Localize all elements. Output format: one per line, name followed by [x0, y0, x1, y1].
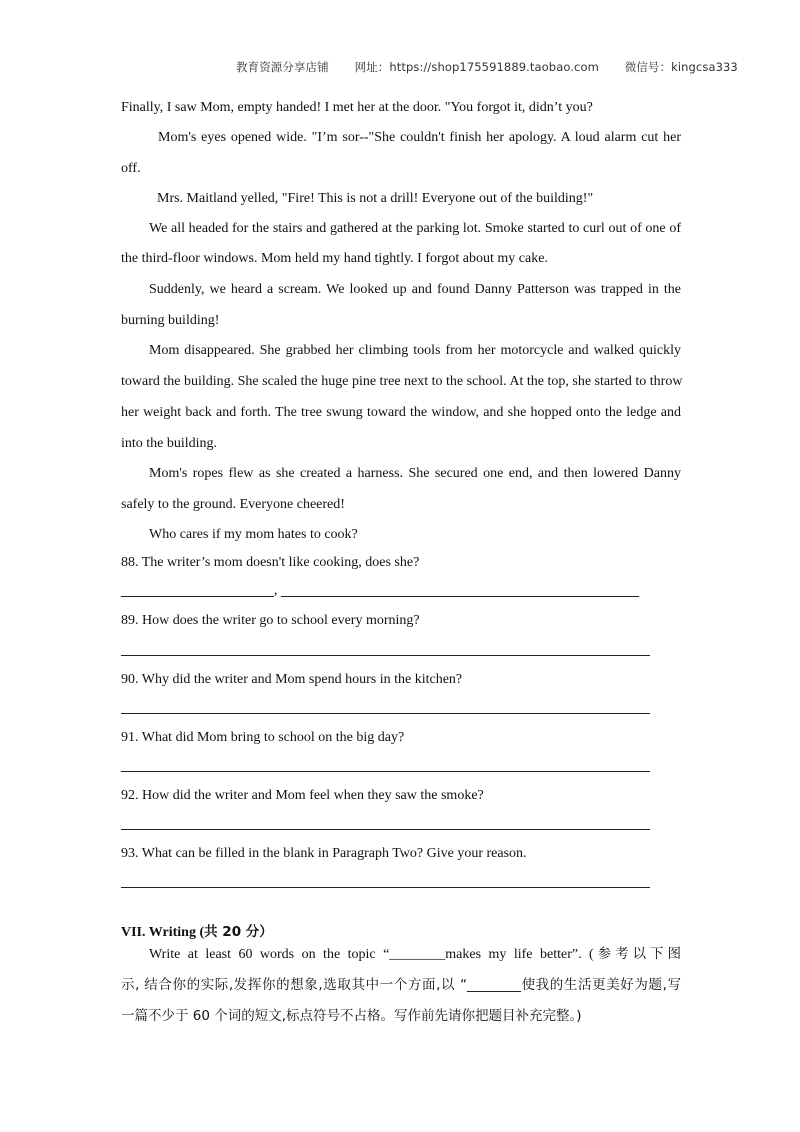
story-line: Suddenly, we heard a scream. We looked up and found Danny Patterson was trapped in the	[149, 282, 681, 297]
writing-line-1-cn: 参考以下图	[593, 946, 682, 962]
page-header	[236, 59, 738, 75]
story-line: burning building!	[121, 313, 220, 328]
story-line: Who cares if my mom hates to cook?	[149, 527, 358, 542]
header-url: 网址：https://shop175591889.taobao.com	[354, 60, 599, 74]
question-93: 93. What can be filled in the blank in Paragraph Two? Give your reason.	[121, 846, 527, 861]
answer-line-88a[interactable]	[121, 596, 274, 597]
story-line: toward the building. She scaled the huge pine tree next to the school. At the top, she started to throw	[121, 374, 683, 389]
question-89: 89. How does the writer go to school every morning?	[121, 613, 420, 628]
story-line: Mrs. Maitland yelled, "Fire! This is not a drill! Everyone out of the building!"	[157, 191, 594, 206]
answer-line-91[interactable]	[121, 771, 650, 772]
story-line: off.	[121, 161, 141, 176]
question-90: 90. Why did the writer and Mom spend hours in the kitchen?	[121, 672, 463, 687]
header-shop: 教育资源分享店铺	[236, 60, 329, 74]
writing-heading	[121, 923, 681, 942]
story-line: Mom disappeared. She grabbed her climbing tools from her motorcycle and walked quickly	[149, 343, 681, 358]
header-wechat: 微信号：kingcsa333	[624, 60, 738, 74]
writing-heading-en: VII. Writing (	[121, 925, 205, 940]
writing-heading-cn: 共 20 分）	[204, 924, 273, 940]
writing-line-1	[149, 945, 681, 964]
story-line: Mom's eyes opened wide. "I’m sor--"She couldn't finish her apology. A loud alarm cut her	[158, 130, 681, 145]
writing-line-2: 示, 结合你的实际,发挥你的想象,选取其中一个方面,以 “________使我的生活更美好为题,写	[121, 977, 681, 993]
story-line: We all headed for the stairs and gathered at the parking lot. Smoke started to curl out of one of	[149, 221, 681, 236]
question-92: 92. How did the writer and Mom feel when they saw the smoke?	[121, 788, 484, 803]
story-line: the third-floor windows. Mom held my hand tightly. I forgot about my cake.	[121, 251, 548, 266]
story-line: Finally, I saw Mom, empty handed! I met her at the door. "You forgot it, didn’t you?	[121, 100, 593, 115]
writing-line-3: 一篇不少于 60 个词的短文,标点符号不占格。写作前先请你把题目补充完整。)	[121, 1008, 582, 1024]
question-91: 91. What did Mom bring to school on the big day?	[121, 730, 405, 745]
story-line: her weight back and forth. The tree swung toward the window, and she hopped onto the ledge and	[121, 405, 681, 420]
answer-line-90[interactable]	[121, 713, 650, 714]
answer-line-92[interactable]	[121, 829, 650, 830]
answer-line-93[interactable]	[121, 887, 650, 888]
story-line: into the building.	[121, 436, 218, 451]
story-line: safely to the ground. Everyone cheered!	[121, 497, 345, 512]
question-88: 88. The writer’s mom doesn't like cooking, does she?	[121, 555, 420, 570]
q88-comma: ,	[274, 583, 278, 598]
writing-line-1-en: Write at least 60 words on the topic “________makes my life better”. (	[149, 947, 594, 962]
story-line: Mom's ropes flew as she created a harness. She secured one end, and then lowered Danny	[149, 466, 681, 481]
answer-line-89[interactable]	[121, 655, 650, 656]
answer-line-88b[interactable]	[281, 596, 639, 597]
